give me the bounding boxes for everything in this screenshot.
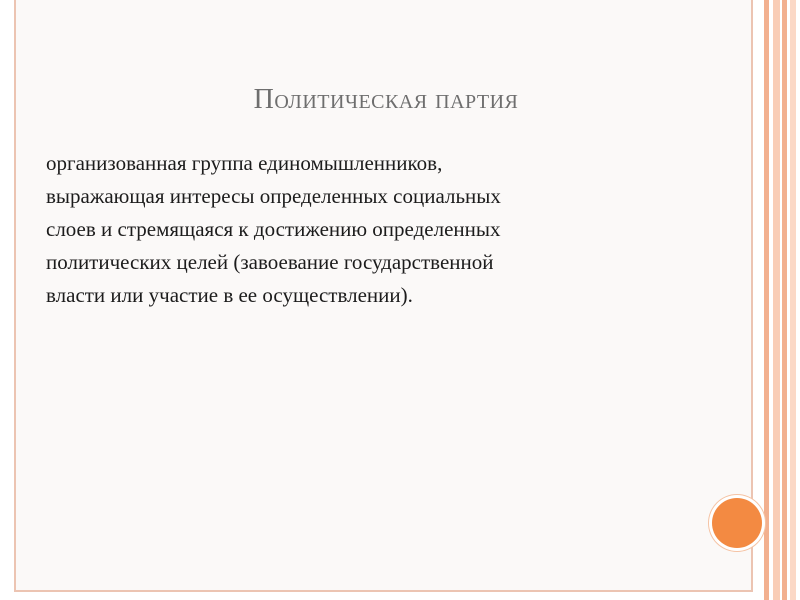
orange-circle-icon	[712, 498, 762, 548]
decorative-stripe	[773, 0, 780, 600]
decorative-stripe	[782, 0, 787, 600]
definition-line-2: выражающая интересы определенных социальных	[46, 184, 501, 208]
slide-title: Политическая партия	[253, 84, 519, 115]
definition-line-4: политических целей (завоевание государственной	[46, 250, 494, 274]
definition-text	[46, 147, 646, 312]
content-panel	[14, 0, 753, 592]
decorative-stripe	[764, 0, 769, 600]
definition-line-3: слоев и стремящаяся к достижению определенных	[46, 217, 501, 241]
decorative-stripe	[790, 0, 796, 600]
definition-line-5: власти или участие в ее осуществлении).	[46, 283, 413, 307]
definition-line-1: организованная группа единомышленников,	[46, 151, 443, 175]
